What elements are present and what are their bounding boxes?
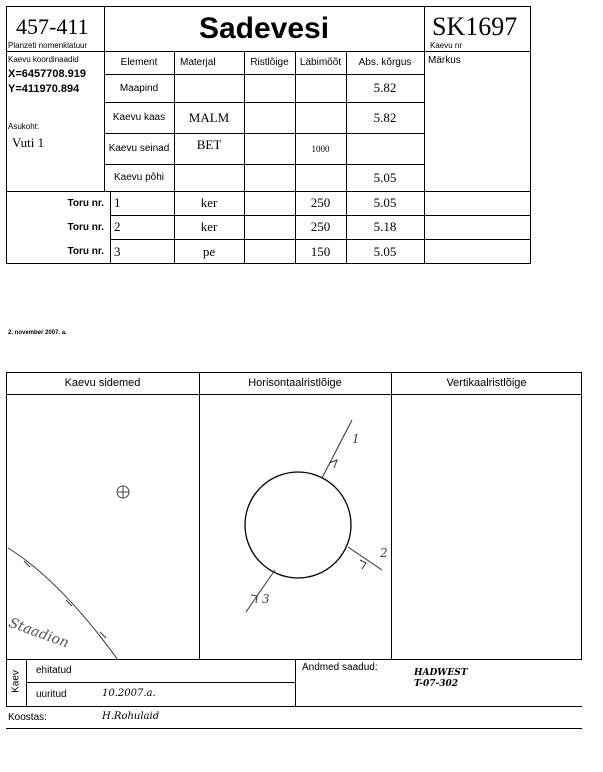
pipe-material: pe [202, 243, 216, 259]
pipe-number: 2 [114, 219, 121, 234]
pipe-1-label: 1 [352, 432, 360, 446]
data-source-value-2: T-07-302 [414, 679, 458, 689]
data-source-label: Andmed saadud: [302, 662, 378, 673]
document-date: 2. november 2007. a. [8, 330, 67, 336]
nomenclature-label: Planzeti nomenklatuur [8, 41, 88, 50]
well-number-label: Kaevu nr [430, 41, 463, 50]
surveyed-label: uuritud [36, 689, 67, 700]
row-element-label: Kaevu seinad [108, 143, 170, 154]
document-title: Sadevesi [198, 11, 330, 45]
row-height-value: 5.82 [373, 80, 397, 95]
street-name: Staadion [6, 615, 72, 652]
coordinate-x: X=6457708.919 [8, 68, 86, 80]
row-element-label: Kaevu kaas [112, 112, 166, 123]
column-header: Ristlõige [250, 57, 289, 68]
column-header: Abs. kõrgus [358, 57, 412, 68]
well-side-label: Kaev [10, 670, 22, 693]
pipe-number: 1 [114, 195, 121, 210]
pipe-material: ker [200, 219, 218, 234]
data-source-value-1: HADWEST [414, 668, 468, 678]
row-diameter-value: 1000 [311, 143, 330, 154]
row-material-value: BET [196, 137, 222, 152]
pipe-height: 5.05 [373, 195, 397, 210]
compiled-label: Koostas: [8, 712, 47, 723]
pipe-1-line [322, 420, 352, 478]
location-value: Vuti 1 [12, 135, 45, 150]
divider [26, 660, 27, 706]
divider [6, 660, 7, 706]
coordinates-label: Kaevu koordinaadid [8, 55, 79, 64]
pipe-number: 3 [114, 243, 121, 259]
compiled-value: H.Rohulaid [102, 711, 160, 722]
row-material-value: MALM [188, 109, 230, 125]
pipe-height: 5.18 [373, 219, 397, 234]
pipe-material: ker [200, 195, 218, 210]
pipe-3-label: 3 [262, 592, 270, 606]
built-label: ehitatud [36, 665, 72, 676]
pipe-label: Toru nr. [67, 246, 104, 257]
column-header: Läbimõõt [299, 57, 342, 68]
pipe-diameter: 250 [310, 219, 331, 234]
pipe-label: Toru nr. [67, 197, 104, 209]
connections-header: Kaevu sidemed [64, 377, 141, 389]
pipe-2-line [348, 547, 382, 570]
remarks-label: Märkus [428, 55, 461, 66]
pipe-diameter: 150 [310, 243, 331, 259]
row-element-label: Kaevu põhi [113, 172, 165, 183]
well-number-value: SK1697 [432, 12, 518, 41]
manhole-circle [245, 472, 351, 578]
nomenclature-value: 457-411 [16, 14, 89, 39]
row-height-value: 5.05 [373, 169, 397, 185]
divider [26, 682, 295, 683]
vertical-section-header: Vertikaalristlõige [446, 377, 527, 389]
location-label: Asukoht: [8, 122, 40, 131]
pipe-label: Toru nr. [67, 221, 104, 233]
pipe-height: 5.05 [373, 243, 397, 259]
row-height-value: 5.82 [373, 109, 397, 125]
well-symbol-icon [117, 486, 129, 498]
pipe-diameter: 250 [310, 195, 331, 210]
divider [6, 706, 582, 707]
divider [295, 660, 296, 706]
column-header: Materjal [180, 57, 216, 68]
pipe-2-label: 2 [380, 546, 388, 560]
column-header: Element [120, 57, 158, 68]
coordinate-y: Y=411970.894 [8, 83, 80, 95]
divider [6, 728, 582, 729]
row-element-label: Maapind [119, 82, 159, 94]
surveyed-value: 10.2007.a. [102, 688, 156, 699]
horizontal-section-header: Horisontaalristlõige [248, 377, 342, 389]
pipe-3-line [246, 570, 275, 612]
